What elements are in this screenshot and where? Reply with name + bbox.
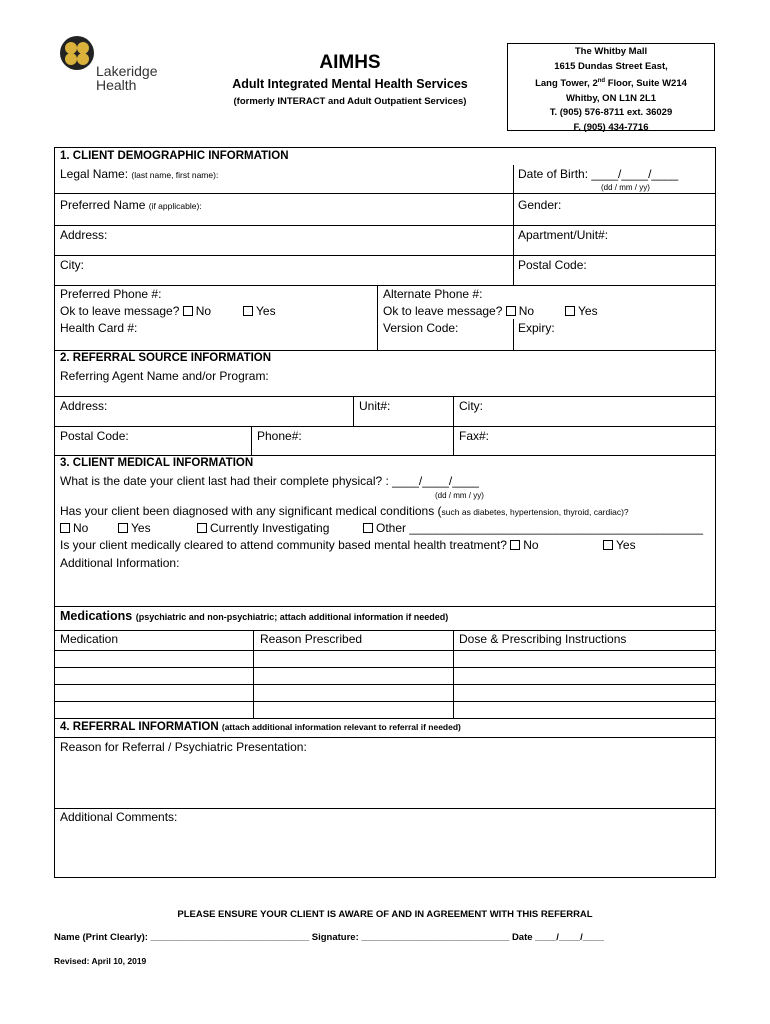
- lakeridge-health-logo: [60, 36, 160, 106]
- form-title: AIMHS: [319, 52, 381, 73]
- medications-heading: Medications (psychiatric and non-psychiatric; attach additional information if needed): [60, 609, 449, 623]
- preferred-name-field[interactable]: Preferred Name (if applicable):: [60, 198, 202, 212]
- revision-date: Revised: April 10, 2019: [54, 956, 147, 966]
- reason-column-header: Reason Prescribed: [260, 632, 363, 646]
- section4-heading: 4. REFERRAL INFORMATION (attach additional information relevant to referral if needed): [60, 721, 461, 733]
- diagnosed-no-option[interactable]: No: [60, 521, 88, 535]
- referral-postal-field[interactable]: Postal Code:: [60, 429, 129, 443]
- referral-address-field[interactable]: Address:: [60, 399, 108, 413]
- investigating-checkbox[interactable]: [197, 523, 207, 533]
- diagnosed-yes-checkbox[interactable]: [118, 523, 128, 533]
- agreement-notice: PLEASE ENSURE YOUR CLIENT IS AWARE OF AND IN AGREEMENT WITH THIS REFERRAL: [177, 909, 593, 920]
- alternate-yes-option[interactable]: Yes: [565, 304, 598, 318]
- cleared-no-checkbox[interactable]: [510, 540, 520, 550]
- clinic-address-box: The Whitby Mall 1615 Dundas Street East, Lang Tower, 2nd Floor, Suite W214 Whitby, ON L1N 2L1 T. (905) 576-8711 ext. 36029 F. (905) 434-7716: [507, 43, 715, 131]
- health-card-field[interactable]: Health Card #:: [60, 321, 138, 335]
- diagnosed-question: Has your client been diagnosed with any significant medical conditions (such as diabetes, hypertension, thyroid, cardiac)?: [60, 504, 629, 518]
- alternate-phone-field[interactable]: Alternate Phone #:: [383, 287, 483, 301]
- alternate-no-checkbox[interactable]: [506, 306, 516, 316]
- additional-comments-field[interactable]: Additional Comments:: [60, 810, 178, 824]
- section1-heading: 1. CLIENT DEMOGRAPHIC INFORMATION: [60, 150, 289, 162]
- signature-line[interactable]: Name (Print Clearly): ______________________________ Signature: ____________________________ Date ____/____/____: [54, 932, 604, 943]
- other-option[interactable]: Other ____________________________________________: [363, 521, 703, 535]
- dob-format-hint: (dd / mm / yy): [601, 183, 650, 192]
- referral-city-field[interactable]: City:: [459, 399, 483, 413]
- preferred-no-checkbox[interactable]: [183, 306, 193, 316]
- physical-date-hint: (dd / mm / yy): [435, 491, 484, 500]
- cleared-question: Is your client medically cleared to attend community based mental health treatment? No: [60, 538, 539, 552]
- diagnosed-yes-option[interactable]: Yes: [118, 521, 151, 535]
- investigating-option[interactable]: Currently Investigating: [197, 521, 329, 535]
- postal-code-field[interactable]: Postal Code:: [518, 258, 587, 272]
- address-field[interactable]: Address:: [60, 228, 108, 242]
- alternate-phone-message-label: Ok to leave message? No: [383, 304, 535, 318]
- preferred-yes-option[interactable]: Yes: [243, 304, 276, 318]
- referral-phone-field[interactable]: Phone#:: [257, 429, 302, 443]
- preferred-phone-field[interactable]: Preferred Phone #:: [60, 287, 162, 301]
- cleared-yes-checkbox[interactable]: [603, 540, 613, 550]
- logo-mark-icon: [60, 36, 94, 70]
- referral-fax-field[interactable]: Fax#:: [459, 429, 490, 443]
- cleared-yes-option[interactable]: Yes: [603, 538, 636, 552]
- dose-column-header: Dose & Prescribing Instructions: [459, 632, 627, 646]
- gender-field[interactable]: Gender:: [518, 198, 562, 212]
- physical-date-field[interactable]: What is the date your client last had their complete physical? : ____/____/____: [60, 474, 479, 488]
- reason-for-referral-field[interactable]: Reason for Referral / Psychiatric Presentation:: [60, 740, 307, 754]
- diagnosed-no-checkbox[interactable]: [60, 523, 70, 533]
- preferred-yes-checkbox[interactable]: [243, 306, 253, 316]
- preferred-phone-message-label: Ok to leave message? No: [60, 304, 212, 318]
- referral-unit-field[interactable]: Unit#:: [359, 399, 391, 413]
- version-code-field[interactable]: Version Code:: [383, 321, 459, 335]
- date-of-birth-field[interactable]: Date of Birth: ____/____/____: [518, 167, 679, 181]
- expiry-field[interactable]: Expiry:: [518, 321, 555, 335]
- form-subtitle-note: (formerly INTERACT and Adult Outpatient Services): [233, 96, 467, 107]
- form-subtitle: Adult Integrated Mental Health Services: [232, 77, 468, 91]
- medication-column-header: Medication: [60, 632, 119, 646]
- referral-form: [54, 147, 716, 878]
- city-field[interactable]: City:: [60, 258, 84, 272]
- apartment-field[interactable]: Apartment/Unit#:: [518, 228, 609, 242]
- section3-heading: 3. CLIENT MEDICAL INFORMATION: [60, 457, 254, 469]
- legal-name-field[interactable]: Legal Name: (last name, first name):: [60, 167, 219, 181]
- other-checkbox[interactable]: [363, 523, 373, 533]
- section2-heading: 2. REFERRAL SOURCE INFORMATION: [60, 352, 272, 364]
- referring-agent-field[interactable]: Referring Agent Name and/or Program:: [60, 369, 269, 383]
- additional-info-field[interactable]: Additional Information:: [60, 556, 180, 570]
- alternate-yes-checkbox[interactable]: [565, 306, 575, 316]
- logo-text: Lakeridge Health: [96, 63, 158, 93]
